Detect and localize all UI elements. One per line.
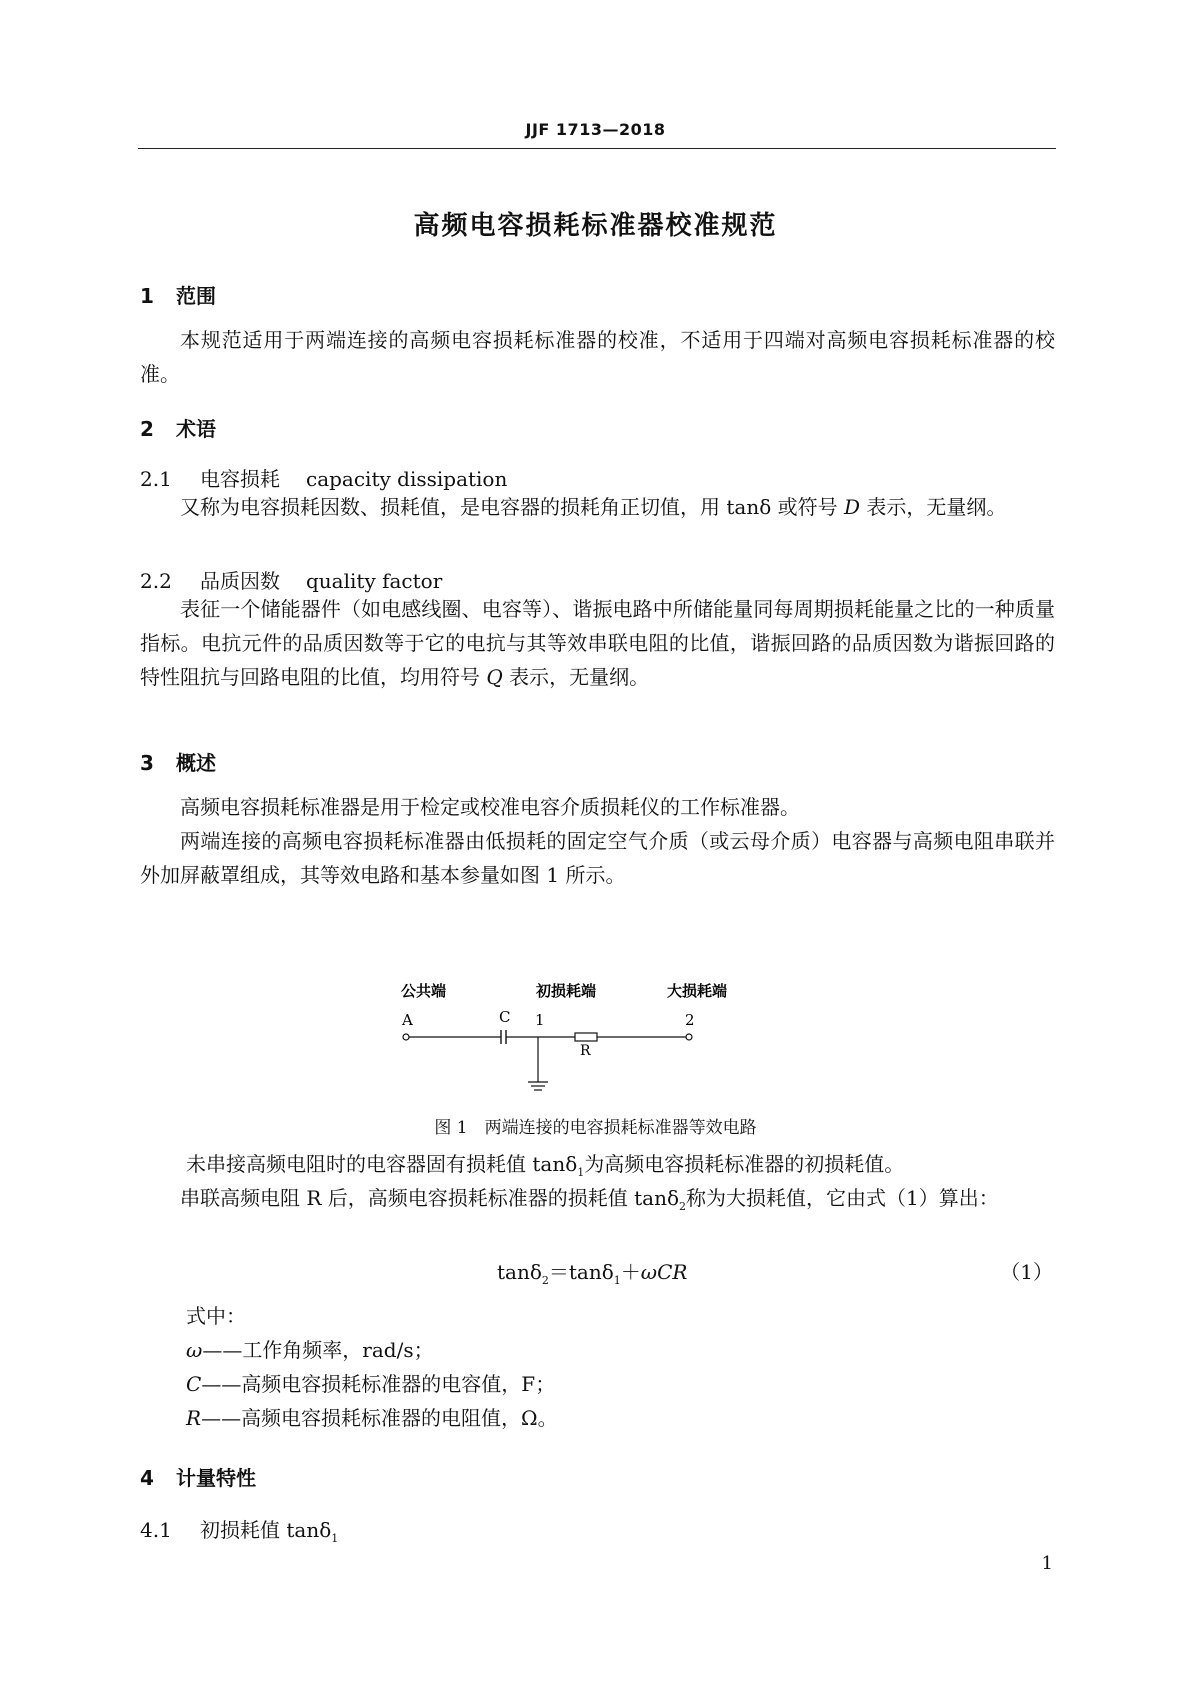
equivalent-circuit-diagram — [400, 982, 780, 1102]
resistor-r-label: R — [580, 1043, 591, 1059]
section-4-heading — [140, 1462, 256, 1491]
term-chinese: 电容损耗 — [200, 467, 280, 491]
symbol-omega: ω — [186, 1338, 203, 1362]
eq-mid-sub: 1 — [613, 1274, 621, 1287]
eq-lhs-sub: 2 — [541, 1274, 549, 1287]
section-3-paragraph-1: 高频电容损耗标准器是用于检定或校准电容介质损耗仪的工作标准器。 — [180, 795, 800, 819]
subsection-text: 初损耗值 tanδ — [200, 1518, 332, 1542]
term-english: quality factor — [306, 569, 443, 593]
where-text: ——高频电容损耗标准器的电阻值，Ω。 — [201, 1406, 558, 1430]
section-1-heading — [140, 280, 216, 309]
eq-lhs: tanδ — [497, 1260, 542, 1284]
label-initial-loss-terminal: 初损耗端 — [536, 982, 597, 1000]
page-number: 1 — [1041, 1553, 1053, 1574]
term-number: 2.1 — [140, 467, 172, 491]
section-number: 1 — [140, 284, 154, 308]
section-3-heading — [140, 747, 216, 776]
section-3-paragraph-3 — [186, 1148, 904, 1179]
figure-1-caption: 图 1 两端连接的电容损耗标准器等效电路 — [434, 1118, 757, 1138]
section-1-paragraph: 本规范适用于两端连接的高频电容损耗标准器的校准，不适用于四端对高频电容损耗标准器的校准。 — [140, 328, 1055, 386]
header-rule — [138, 148, 1056, 149]
node-1-label: 1 — [535, 1011, 545, 1029]
eq-omega-c-r: ωCR — [640, 1260, 688, 1284]
where-r — [186, 1402, 558, 1431]
section-title: 计量特性 — [176, 1466, 256, 1490]
where-text: ——高频电容损耗标准器的电容值，F； — [201, 1372, 556, 1396]
subsection-4-1 — [140, 1514, 338, 1545]
terminal-a-circle — [403, 1034, 409, 1040]
capacitor-c-label: C — [499, 1008, 511, 1026]
definition-text: 表征一个储能器件（如电感线圈、电容等）、谐振电路中所储能量同每周期损耗能量之比的一种质量指标。电抗元件的品质因数等于它的电抗与其等效串联电阻的比值，谐振回路的品质因数为谐振回路的特性阻抗与回路电阻的比值，均用符号 — [140, 597, 1055, 689]
section-2-heading — [140, 413, 216, 442]
section-title: 术语 — [176, 417, 216, 441]
label-common-terminal: 公共端 — [401, 982, 447, 1000]
term-2-2 — [140, 565, 442, 594]
symbol-r: R — [186, 1406, 202, 1430]
section-3-paragraph-2: 两端连接的高频电容损耗标准器由低损耗的固定空气介质（或云母介质）电容器与高频电阻串联并外加屏蔽罩组成，其等效电路和基本参量如图 1 所示。 — [140, 829, 1055, 887]
symbol-q: Q — [486, 665, 503, 689]
paragraph-text-end: 为高频电容损耗标准器的初损耗值。 — [584, 1152, 905, 1176]
definition-text-end: 表示，无量纲。 — [860, 495, 1007, 519]
equation-1 — [497, 1256, 687, 1287]
section-number: 3 — [140, 751, 154, 775]
paragraph-text-end: 称为大损耗值，它由式（1）算出： — [686, 1186, 999, 1210]
term-2-2-definition — [140, 592, 1055, 694]
eq-plus: ＋ — [620, 1260, 641, 1284]
subscript: 1 — [331, 1532, 339, 1545]
where-omega — [186, 1334, 434, 1363]
definition-text-end: 表示，无量纲。 — [502, 665, 650, 689]
section-number: 2 — [140, 417, 154, 441]
term-number: 2.2 — [140, 569, 172, 593]
subscript: 2 — [679, 1200, 687, 1213]
where-text: ——工作角频率，rad/s； — [202, 1338, 434, 1362]
term-chinese: 品质因数 — [200, 569, 280, 593]
terminal-2-circle — [686, 1034, 692, 1040]
subscript: 1 — [577, 1166, 585, 1179]
where-label: 式中： — [186, 1304, 246, 1328]
section-number: 4 — [140, 1466, 154, 1490]
section-3-paragraph-4 — [140, 1181, 1055, 1224]
eq-mid: ＝tanδ — [548, 1260, 614, 1284]
paragraph-text: 串联高频电阻 R 后，高频电容损耗标准器的损耗值 tanδ — [180, 1186, 680, 1210]
term-2-1 — [140, 463, 507, 492]
document-title: 高频电容损耗标准器校准规范 — [413, 211, 778, 241]
equation-number: （1） — [1000, 1260, 1053, 1284]
where-c — [186, 1368, 555, 1397]
resistor-box — [575, 1033, 597, 1041]
section-title: 概述 — [176, 751, 216, 775]
term-2-1-definition — [140, 490, 1055, 524]
symbol-d: D — [843, 495, 861, 519]
subsection-number: 4.1 — [140, 1518, 172, 1542]
node-2-label: 2 — [685, 1011, 695, 1029]
paragraph-text: 未串接高频电阻时的电容器固有损耗值 tanδ — [186, 1152, 578, 1176]
document-code-header: JJF 1713—2018 — [525, 120, 666, 139]
node-a-label: A — [402, 1011, 413, 1029]
term-english: capacity dissipation — [306, 467, 508, 491]
definition-text: 又称为电容损耗因数、损耗值，是电容器的损耗角正切值，用 tanδ 或符号 — [180, 495, 844, 519]
section-title: 范围 — [176, 284, 216, 308]
symbol-c: C — [186, 1372, 202, 1396]
label-large-loss-terminal: 大损耗端 — [667, 982, 728, 1000]
